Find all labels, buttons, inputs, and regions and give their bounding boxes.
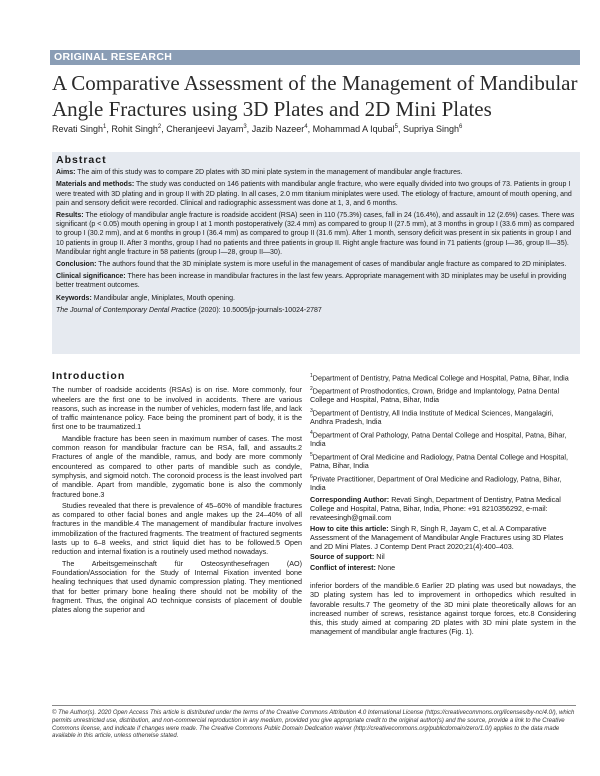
abstract-aims: Aims: The aim of this study was to compare 2D plates with 3D mini plate system in the management of mandibular angle fractures. [56,169,463,177]
abstract-keywords: Keywords: Mandibular angle, Miniplates, Mouth opening. [56,294,236,302]
intro-paragraph: inferior borders of the mandible.6 Earlier 2D plating was used but nowadays, the 3D plating system has led to improvement in orthopedics which resulted in favorable results.7 The geometry of the 3D mini plate theoretically allows for an increased number of screws, resistance against torque forces, etc.8 Considering this, this study aimed at comparing 2D plates with 3D mini plate system in the management of mandibular angle fractures (Fig. 1). [310,581,576,637]
introduction-continuation [310,581,576,637]
introduction-heading: Introduction [52,370,126,382]
abstract-heading: Abstract [56,154,107,166]
conflict-of-interest: Conflict of interest: None [310,562,396,572]
author-name: Mohammad A Iqubal [312,124,395,134]
author-name: Jazib Nazeer [251,124,305,134]
author-list: Revati Singh$^1$, Rohit Singh$^2$, Cheranjeevi Jayam$^3$, Jazib Nazeer$^4$, Mohammad A Iqubal$^5$, Supriya Singh$^6$ [52,124,463,134]
abstract-box [52,152,580,354]
affiliations-column [310,372,576,573]
author-name: Cheranjeevi Jayam [166,124,244,134]
section-banner: ORIGINAL RESEARCH [50,50,580,65]
affiliation: $^1$Department of Dentistry, Patna Medical College and Hospital, Patna, Bihar, India [310,373,569,383]
intro-paragraph: The number of roadside accidents (RSAs) is on rise. More commonly, four wheelers are the first one to be involved in accidents. There are various reasons, such as increase in the number of vehicles, modern fast life, and lack of traffic maintenance policy. Face being the prominent part of body, it is the first one to be traumatized.1 [52,385,302,432]
article-title: A Comparative Assessment of the Management of Mandibular Angle Fractures using 3D Plates and 2D Mini Plates [52,71,578,121]
abstract-conclusion: Conclusion: The authors found that the 3D miniplate system is more useful in the management of cases of mandibular angle fracture as compared to 2D miniplates. [56,261,567,269]
citation-info: How to cite this article: Singh R, Singh R, Jayam C, et al. A Comparative Assessment of the Management of Mandibular Angle Fractures using 3D Plates and 2D Mini Plates. J Contemp Dent Pract 2020;21(4):400–403. [310,523,564,552]
author-name: Supriya Singh [403,124,460,134]
affiliation: $^3$Department of Dentistry, All India Institute of Medical Sciences, Mangalagiri, Andhra Pradesh, India [310,407,554,427]
abstract-significance: Clinical significance: There has been increase in mandibular fractures in the last few years. Appropriate management with 3D miniplates may be useful in providing better treatment outcomes. [56,273,567,290]
abstract-results: Results: The etiology of mandibular angle fracture is roadside accident (RSA) seen in 110 (75.3%) cases, fall in 24 (16.4%), and assault in 12 (2.6%) cases. There was significant (p < 0.05) mouth opening in group I at 1 month postoperatively (32.4 mm) as compared to group II (27.5 mm), at 3 months in group I (33.6 mm) as compared to group I (30.2 mm), and at 6 months in group I (36.4 mm) as compared to group II (31.6 mm). After 1 month, sensory deficit was present in six patients in group I and 10 patients in group II. After 3 months, group I had no patients and three patients in group II. Right angle fracture was found in 71 patients (group I—36, group II—35). Mandibular right angle fracture in 58 patients (group I—28, group II—30). [56,212,575,256]
author-name: Revati Singh [52,124,104,134]
abstract-methods: Materials and methods: The study was conducted on 146 patients with mandibular angle fracture, who were equally divided into two groups of 73. Patients in group I were treated with 3D plating and in group II with 2D plating. In all cases, 2.0 mm titanium miniplates were used. The etiology of fracture, amount of mouth opening, and pain and sensory deficit were recorded. Clinical and radiographic assessment was done at 1, 3, and 6 months. [56,181,572,207]
abstract-journal-line: The Journal of Contemporary Dental Practice (2020): 10.5005/jp-journals-10024-2787 [56,306,322,314]
affiliation: $^6$Private Practitioner, Department of Oral Medicine and Radiology, Patna, Bihar, India [310,473,562,493]
affiliation: $^4$Department of Oral Pathology, Patna Dental College and Hospital, Patna, Bihar, India [310,429,567,449]
corresponding-author: Corresponding Author: Revati Singh, Department of Dentistry, Patna Medical College and Hospital, Patna, Bihar, India, Phone: +91 8210356292, e-mail: revateesingh@gmail.com [310,494,561,523]
affiliation: $^5$Department of Oral Medicine and Radiology, Patna Dental College and Hospital, Patna, Bihar, India [310,451,568,471]
introduction-column [52,372,302,616]
license-footer: © The Author(s). 2020 Open Access This article is distributed under the terms of the Creative Commons Attribution 4.0 International License (https://creativecommons.org/licenses/by-nc/4.0/), which permits unrestricted use, distribution, and non-commercial reproduction in any medium, provided you give appropriate credit to the original author(s) and the source, provide a link to the Creative Commons license, and indicate if changes were made. The Creative Commons Public Domain Dedication waiver (http://creativecommons.org/publicdomain/zero/1.0/) applies to the data made available in this article, unless otherwise stated. [52,705,576,741]
intro-paragraph: Studies revealed that there is prevalence of 45–60% of mandible fractures as compared to other facial bones and angle makes up the 24–40% of all fractures in the mandible.4 The management of mandibular fracture involves immobilization of the fractured fragments. The treatment of fractured segments lasts up to 6–8 weeks, and strict liquid diet has to be followed.5 Open reduction and internal fixation is a routinely used method nowadays. [52,500,302,557]
intro-paragraph: The Arbeitsgemeinschaft für Osteosynthesefragen (AO) Foundation/Association for the Study of Internal Fixation invented bone healing techniques that used dynamic compression plating. They mentioned that for better primary bone healing there should not be mobility of the fragment. Thus, the original AO technique consists of placement of double plates along the superior and [52,558,302,615]
source-of-support: Source of support: Nil [310,552,385,562]
affiliation: $^2$Department of Prosthodontics, Crown, Bridge and Implantology, Patna Dental College and Hospital, Patna, Bihar, India [310,385,560,405]
author-name: Rohit Singh [111,124,158,134]
intro-paragraph: Mandible fracture has been seen in maximum number of cases. The most common reason for mandibular fracture can be RSA, fall, and assaults.2 Fractures of angle of the mandible, ramus, and body are more commonly encountered as compared to other parts of mandible such as condyle, symphysis, and sigmoid notch. The coronoid process is the least involved part of mandible. Apart from mandible, zygomatic bone is also the commonly fractured bone.3 [52,433,302,499]
